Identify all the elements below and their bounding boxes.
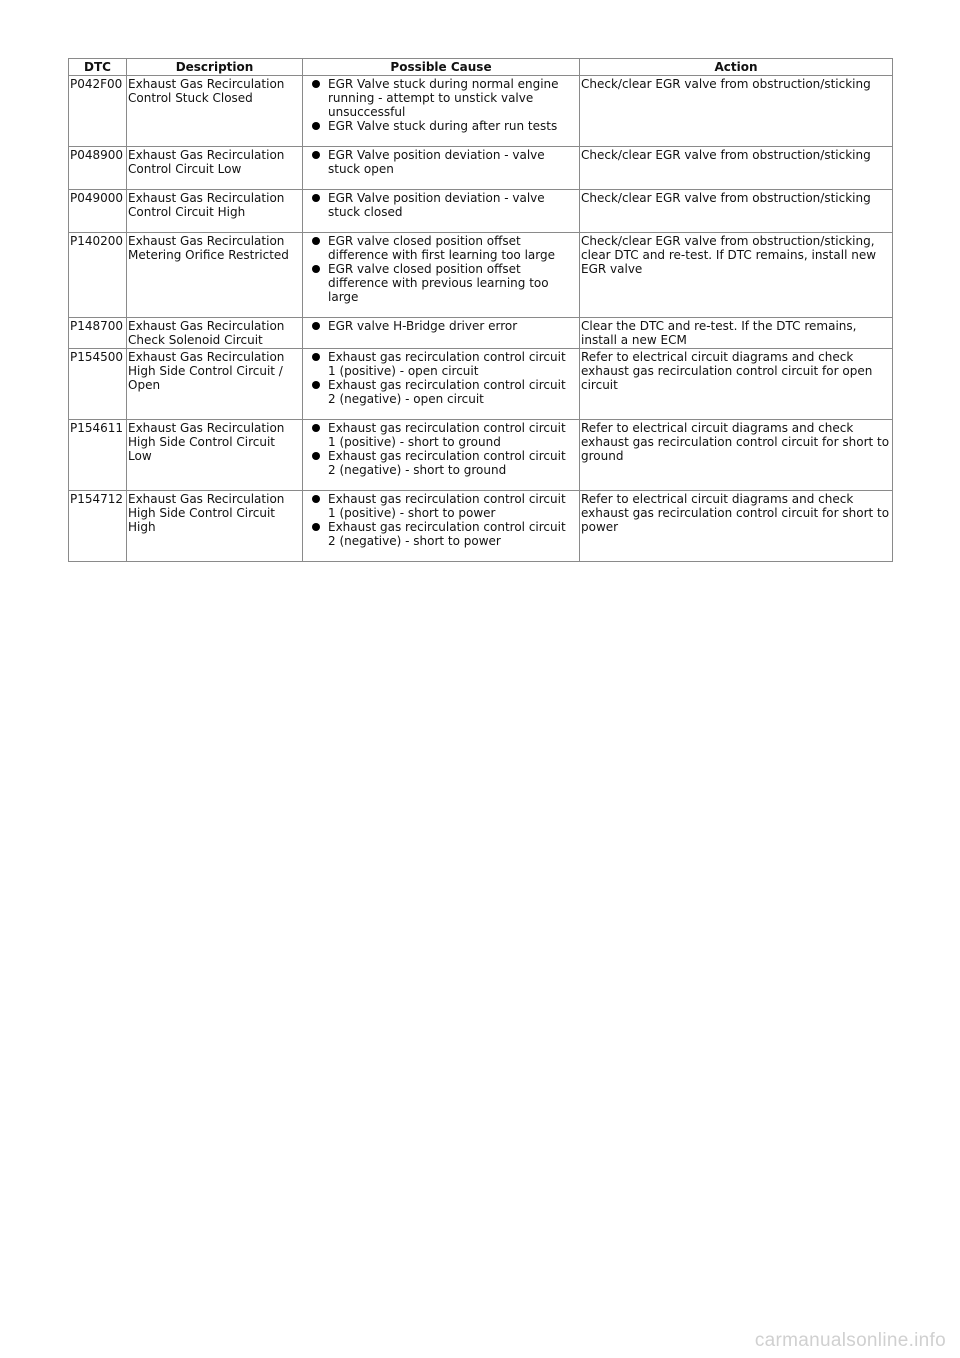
dtc-description: Exhaust Gas Recirculation High Side Control Circuit Low	[127, 420, 303, 491]
cause-list	[304, 191, 578, 219]
dtc-description: Exhaust Gas Recirculation Control Circuit Low	[127, 147, 303, 190]
table-row	[69, 318, 893, 349]
dtc-action: Refer to electrical circuit diagrams and check exhaust gas recirculation control circuit for short to power	[580, 491, 893, 562]
dtc-code: P154611	[69, 420, 127, 491]
possible-cause-cell	[303, 76, 580, 147]
header-possible-cause: Possible Cause	[303, 59, 580, 76]
cause-item: Exhaust gas recirculation control circuit 2 (negative) - short to ground	[304, 449, 578, 477]
dtc-action: Refer to electrical circuit diagrams and check exhaust gas recirculation control circuit for open circuit	[580, 349, 893, 420]
dtc-description: Exhaust Gas Recirculation Control Circuit High	[127, 190, 303, 233]
possible-cause-cell	[303, 147, 580, 190]
dtc-code: P140200	[69, 233, 127, 318]
dtc-code: P148700	[69, 318, 127, 349]
cause-item: Exhaust gas recirculation control circuit 2 (negative) - open circuit	[304, 378, 578, 406]
cause-list	[304, 319, 578, 333]
dtc-description: Exhaust Gas Recirculation High Side Control Circuit High	[127, 491, 303, 562]
dtc-action: Check/clear EGR valve from obstruction/sticking	[580, 190, 893, 233]
dtc-table	[68, 58, 893, 562]
cause-item: EGR valve closed position offset difference with first learning too large	[304, 234, 578, 262]
table-row	[69, 147, 893, 190]
dtc-action: Check/clear EGR valve from obstruction/sticking	[580, 76, 893, 147]
cause-item: EGR Valve position deviation - valve stuck open	[304, 148, 578, 176]
dtc-description: Exhaust Gas Recirculation High Side Control Circuit / Open	[127, 349, 303, 420]
possible-cause-cell	[303, 233, 580, 318]
dtc-code: P048900	[69, 147, 127, 190]
dtc-action: Refer to electrical circuit diagrams and check exhaust gas recirculation control circuit for short to ground	[580, 420, 893, 491]
possible-cause-cell	[303, 349, 580, 420]
dtc-action: Check/clear EGR valve from obstruction/sticking, clear DTC and re-test. If DTC remains, install new EGR valve	[580, 233, 893, 318]
table-row	[69, 190, 893, 233]
cause-list	[304, 492, 578, 548]
possible-cause-cell	[303, 318, 580, 349]
dtc-description: Exhaust Gas Recirculation Metering Orifice Restricted	[127, 233, 303, 318]
dtc-action: Check/clear EGR valve from obstruction/sticking	[580, 147, 893, 190]
table-row	[69, 491, 893, 562]
possible-cause-cell	[303, 190, 580, 233]
table-header-row	[69, 59, 893, 76]
table-row	[69, 76, 893, 147]
cause-list	[304, 350, 578, 406]
dtc-code: P154712	[69, 491, 127, 562]
dtc-description: Exhaust Gas Recirculation Control Stuck Closed	[127, 76, 303, 147]
watermark-text: carmanualsonline.info	[754, 1330, 946, 1351]
table-row	[69, 233, 893, 318]
cause-item: Exhaust gas recirculation control circuit 2 (negative) - short to power	[304, 520, 578, 548]
cause-item: EGR Valve stuck during after run tests	[304, 119, 578, 133]
possible-cause-cell	[303, 491, 580, 562]
cause-item: Exhaust gas recirculation control circuit 1 (positive) - short to ground	[304, 421, 578, 449]
cause-item: EGR Valve position deviation - valve stuck closed	[304, 191, 578, 219]
table-row	[69, 349, 893, 420]
cause-item: Exhaust gas recirculation control circuit 1 (positive) - open circuit	[304, 350, 578, 378]
cause-list	[304, 148, 578, 176]
dtc-action: Clear the DTC and re-test. If the DTC remains, install a new ECM	[580, 318, 893, 349]
possible-cause-cell	[303, 420, 580, 491]
cause-item: EGR valve H-Bridge driver error	[304, 319, 578, 333]
cause-item: EGR Valve stuck during normal engine running - attempt to unstick valve unsuccessful	[304, 77, 578, 119]
dtc-code: P049000	[69, 190, 127, 233]
dtc-code: P042F00	[69, 76, 127, 147]
cause-list	[304, 421, 578, 477]
header-description: Description	[127, 59, 303, 76]
header-dtc: DTC	[69, 59, 127, 76]
cause-item: EGR valve closed position offset difference with previous learning too large	[304, 262, 578, 304]
header-action: Action	[580, 59, 893, 76]
dtc-description: Exhaust Gas Recirculation Check Solenoid Circuit	[127, 318, 303, 349]
table-row	[69, 420, 893, 491]
cause-list	[304, 77, 578, 133]
cause-item: Exhaust gas recirculation control circuit 1 (positive) - short to power	[304, 492, 578, 520]
dtc-code: P154500	[69, 349, 127, 420]
cause-list	[304, 234, 578, 304]
